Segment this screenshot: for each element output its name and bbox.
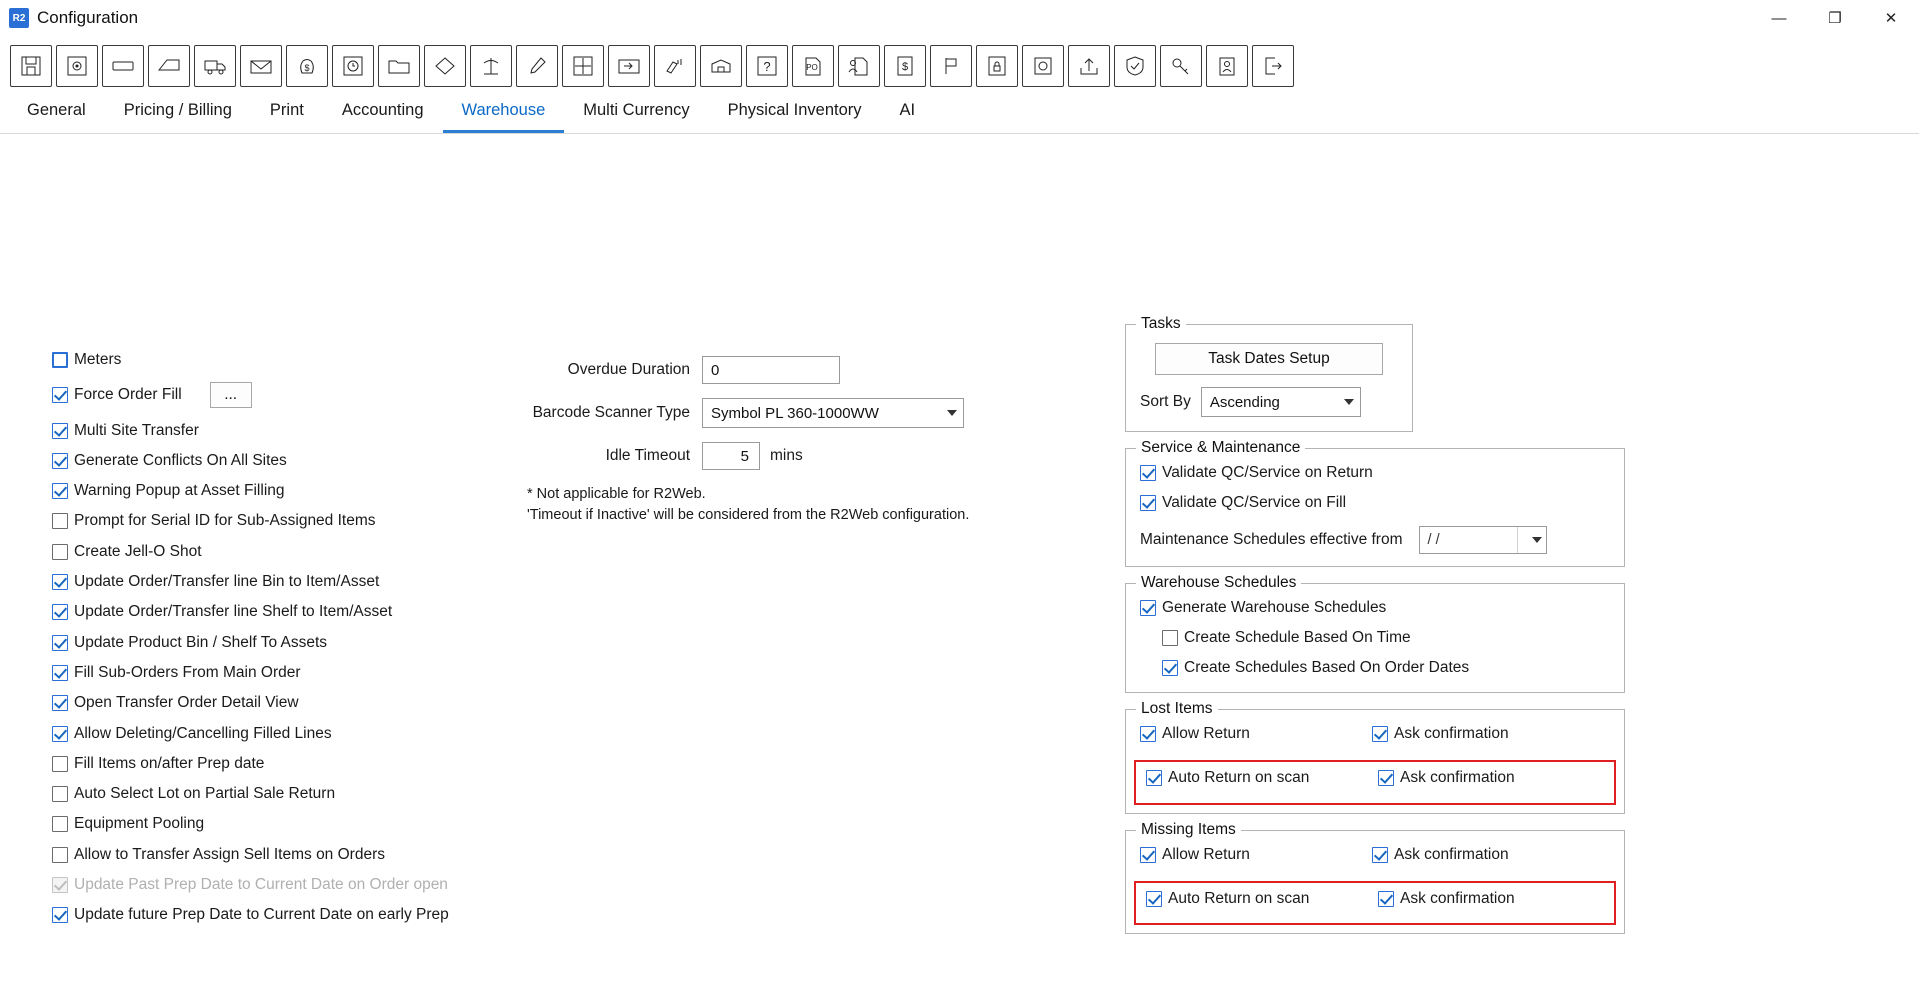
option-label: Update Order/Transfer line Shelf to Item/Asset bbox=[74, 603, 393, 621]
svg-text:$: $ bbox=[304, 63, 310, 73]
option-label: Meters bbox=[74, 351, 122, 368]
task-dates-setup-button[interactable]: Task Dates Setup bbox=[1155, 343, 1383, 375]
tab-accounting[interactable]: Accounting bbox=[341, 101, 424, 119]
option-validate-qc-fill[interactable] bbox=[1140, 495, 1610, 511]
checkbox-lost-allow-return-ask[interactable] bbox=[1372, 726, 1388, 742]
checkbox-create-schedules-based-on-order-dates[interactable] bbox=[1162, 660, 1178, 676]
purchase-order-icon[interactable] bbox=[792, 45, 834, 87]
chevron-down-icon bbox=[947, 410, 957, 416]
option-equipment-pooling[interactable] bbox=[52, 816, 482, 832]
window-title: Configuration bbox=[37, 8, 139, 27]
id-badge-icon[interactable] bbox=[1206, 45, 1248, 87]
lost-items-group bbox=[1125, 700, 1625, 814]
option-label: Validate QC/Service on Return bbox=[1162, 464, 1373, 481]
option-open-transfer-order-detail[interactable] bbox=[52, 695, 482, 711]
barcode-scanner-label: Barcode Scanner Type bbox=[532, 404, 690, 421]
lost-items-legend: Lost Items bbox=[1136, 700, 1218, 718]
idle-timeout-input[interactable]: 5 bbox=[702, 442, 760, 470]
scales-icon[interactable] bbox=[470, 45, 512, 87]
flag-icon[interactable] bbox=[930, 45, 972, 87]
idle-timeout-row bbox=[495, 442, 1095, 470]
tab-physical-inventory[interactable]: Physical Inventory bbox=[727, 101, 862, 119]
tab-general[interactable]: General bbox=[27, 101, 86, 119]
folder-icon[interactable] bbox=[378, 45, 420, 87]
checkbox-fill-sub-orders[interactable] bbox=[52, 665, 68, 681]
checkbox-open-transfer-order-detail[interactable] bbox=[52, 695, 68, 711]
checkbox-multi-site-transfer[interactable] bbox=[52, 423, 68, 439]
checkbox-auto-select-lot-partial-sale-return[interactable] bbox=[52, 786, 68, 802]
chevron-down-icon[interactable] bbox=[1532, 537, 1542, 543]
option-multi-site-transfer[interactable] bbox=[52, 423, 482, 439]
purchase-order-user-icon[interactable] bbox=[838, 45, 880, 87]
option-label: Generate Conflicts On All Sites bbox=[74, 451, 287, 469]
option-label: Multi Site Transfer bbox=[74, 421, 199, 439]
barcode-scanner-icon[interactable] bbox=[654, 45, 696, 87]
option-create-schedule-based-on-time[interactable] bbox=[1162, 630, 1610, 646]
option-update-order-line-bin[interactable] bbox=[52, 574, 482, 590]
barcode-scanner-row bbox=[495, 398, 1095, 428]
warehouse-settings-fields bbox=[495, 356, 1095, 526]
option-label: Ask confirmation bbox=[1400, 769, 1515, 787]
option-allow-delete-cancel-filled-lines[interactable] bbox=[52, 726, 482, 742]
maintenance-effective-from-date[interactable] bbox=[1419, 526, 1547, 554]
option-force-order-fill[interactable] bbox=[52, 382, 482, 408]
idle-timeout-unit: mins bbox=[770, 447, 803, 464]
option-missing-auto-return-ask-confirmation[interactable] bbox=[1378, 891, 1515, 907]
checkbox-generate-conflicts-all-sites[interactable] bbox=[52, 453, 68, 469]
save-icon[interactable] bbox=[10, 45, 52, 87]
option-label: Allow Return bbox=[1162, 845, 1250, 863]
dollar-doc-icon[interactable] bbox=[884, 45, 926, 87]
warehouse-schedules-group bbox=[1125, 573, 1625, 694]
option-label: Generate Warehouse Schedules bbox=[1162, 598, 1387, 616]
checkbox-lost-auto-return-on-scan[interactable] bbox=[1146, 770, 1162, 786]
checkbox-lost-allow-return[interactable] bbox=[1140, 726, 1156, 742]
chevron-down-icon bbox=[1344, 399, 1354, 405]
checkbox-missing-allow-return[interactable] bbox=[1140, 847, 1156, 863]
option-update-product-bin-shelf[interactable] bbox=[52, 635, 482, 651]
missing-items-auto-return-highlight bbox=[1134, 881, 1616, 925]
lost-items-allow-return-row bbox=[1140, 726, 1610, 756]
checkbox-update-order-line-shelf[interactable] bbox=[52, 604, 68, 620]
settings-gear-icon[interactable] bbox=[56, 45, 98, 87]
option-fill-items-after-prep-date[interactable] bbox=[52, 756, 482, 772]
tasks-legend: Tasks bbox=[1136, 315, 1186, 333]
money-bag-icon[interactable] bbox=[286, 45, 328, 87]
option-generate-conflicts-all-sites[interactable] bbox=[52, 453, 482, 469]
tab-print[interactable]: Print bbox=[269, 101, 304, 119]
option-meters[interactable] bbox=[52, 352, 482, 368]
option-label: Allow to Transfer Assign Sell Items on Orders bbox=[74, 845, 385, 863]
barcode-scanner-select[interactable] bbox=[702, 398, 964, 428]
missing-items-allow-return-row bbox=[1140, 847, 1610, 877]
sort-by-select[interactable] bbox=[1201, 387, 1361, 417]
option-label: Ask confirmation bbox=[1394, 725, 1509, 743]
option-lost-auto-return-ask-confirmation[interactable] bbox=[1378, 770, 1515, 786]
tab-multi-currency[interactable]: Multi Currency bbox=[583, 101, 690, 119]
service-maintenance-legend: Service & Maintenance bbox=[1136, 439, 1305, 457]
checkbox-meters[interactable] bbox=[52, 352, 68, 368]
option-missing-allow-return-ask-confirmation[interactable] bbox=[1372, 847, 1509, 863]
overdue-duration-row bbox=[495, 356, 1095, 384]
right-panel bbox=[1125, 315, 1645, 950]
restore-icon[interactable]: ❐ bbox=[1828, 10, 1842, 27]
checkbox-missing-allow-return-ask[interactable] bbox=[1372, 847, 1388, 863]
option-create-schedules-based-on-order-dates[interactable] bbox=[1162, 660, 1610, 676]
checkbox-warning-popup-asset-filling[interactable] bbox=[52, 483, 68, 499]
option-fill-sub-orders[interactable] bbox=[52, 665, 482, 681]
card-transfer-icon[interactable] bbox=[608, 45, 650, 87]
tab-warehouse[interactable]: Warehouse bbox=[443, 95, 565, 133]
option-label: Update Product Bin / Shelf To Assets bbox=[74, 633, 328, 651]
checkbox-missing-auto-return-on-scan[interactable] bbox=[1146, 891, 1162, 907]
truck-load-icon[interactable] bbox=[148, 45, 190, 87]
lock-icon[interactable] bbox=[976, 45, 1018, 87]
force-order-fill-ellipsis-button[interactable]: ... bbox=[210, 382, 252, 408]
overdue-duration-label: Overdue Duration bbox=[567, 361, 690, 378]
checkbox-validate-qc-return[interactable] bbox=[1140, 465, 1156, 481]
option-label: Prompt for Serial ID for Sub-Assigned Items bbox=[74, 512, 376, 530]
option-update-past-prep-date bbox=[52, 877, 482, 893]
option-allow-transfer-assign-sell-items[interactable] bbox=[52, 847, 482, 863]
service-maintenance-group bbox=[1125, 439, 1625, 567]
checkbox-missing-auto-return-ask[interactable] bbox=[1378, 891, 1394, 907]
sort-by-row bbox=[1140, 387, 1398, 417]
checkbox-allow-delete-cancel-filled-lines[interactable] bbox=[52, 726, 68, 742]
option-label: Open Transfer Order Detail View bbox=[74, 694, 299, 712]
option-missing-allow-return[interactable] bbox=[1140, 847, 1372, 863]
option-label: Create Schedule Based On Time bbox=[1184, 628, 1411, 646]
option-missing-auto-return-on-scan[interactable] bbox=[1146, 891, 1378, 907]
window-controls bbox=[1751, 0, 1919, 36]
option-prompt-serial-id-sub-assigned[interactable] bbox=[52, 513, 482, 529]
maintenance-effective-from-label: Maintenance Schedules effective from bbox=[1140, 530, 1403, 548]
option-label: Validate QC/Service on Fill bbox=[1162, 494, 1347, 512]
warehouse-schedules-legend: Warehouse Schedules bbox=[1136, 574, 1301, 592]
option-label: Create Jell-O Shot bbox=[74, 542, 202, 560]
option-lost-allow-return-ask-confirmation[interactable] bbox=[1372, 726, 1509, 742]
idle-timeout-label: Idle Timeout bbox=[605, 447, 690, 464]
option-label: Update future Prep Date to Current Date on early Prep bbox=[74, 906, 449, 924]
upload-icon[interactable] bbox=[1068, 45, 1110, 87]
checkbox-update-product-bin-shelf[interactable] bbox=[52, 635, 68, 651]
checkbox-update-order-line-bin[interactable] bbox=[52, 574, 68, 590]
warehouse-options-list bbox=[52, 352, 482, 938]
lost-items-auto-return-highlight bbox=[1134, 760, 1616, 804]
toolbar bbox=[0, 37, 1919, 95]
checkbox-force-order-fill[interactable] bbox=[52, 387, 68, 403]
checkbox-allow-transfer-assign-sell-items[interactable] bbox=[52, 847, 68, 863]
tasks-group bbox=[1125, 315, 1413, 432]
checkbox-equipment-pooling[interactable] bbox=[52, 816, 68, 832]
checkbox-create-jello-shot[interactable] bbox=[52, 544, 68, 560]
svg-text:$: $ bbox=[901, 61, 909, 73]
checkbox-fill-items-after-prep-date[interactable] bbox=[52, 756, 68, 772]
option-generate-warehouse-schedules[interactable] bbox=[1140, 600, 1610, 616]
option-label: Ask confirmation bbox=[1394, 845, 1509, 863]
option-lost-allow-return[interactable] bbox=[1140, 726, 1372, 742]
minimize-icon[interactable]: — bbox=[1771, 9, 1787, 27]
sort-by-label: Sort By bbox=[1140, 393, 1191, 410]
overdue-duration-input[interactable]: 0 bbox=[702, 356, 840, 384]
option-auto-select-lot-partial-sale-return[interactable] bbox=[52, 786, 482, 802]
option-label: Auto Return on scan bbox=[1168, 769, 1310, 787]
truck-icon[interactable] bbox=[194, 45, 236, 87]
maintenance-date-value: / / bbox=[1427, 531, 1440, 548]
option-label: Create Schedules Based On Order Dates bbox=[1184, 659, 1470, 677]
key-icon[interactable] bbox=[1160, 45, 1202, 87]
checkbox-create-schedule-based-on-time[interactable] bbox=[1162, 630, 1178, 646]
option-label: Auto Return on scan bbox=[1168, 890, 1310, 908]
calculator-icon[interactable] bbox=[562, 45, 604, 87]
option-label: Ask confirmation bbox=[1400, 890, 1515, 908]
option-validate-qc-return[interactable] bbox=[1140, 465, 1610, 481]
gear-circle-icon[interactable] bbox=[1022, 45, 1064, 87]
option-label: Allow Return bbox=[1162, 725, 1250, 743]
note-line-2: 'Timeout if Inactive' will be considered from the R2Web configuration. bbox=[527, 507, 970, 524]
rectangle-icon[interactable] bbox=[102, 45, 144, 87]
paint-brush-icon[interactable] bbox=[516, 45, 558, 87]
svg-text:PO: PO bbox=[806, 63, 818, 72]
checkbox-validate-qc-fill[interactable] bbox=[1140, 495, 1156, 511]
option-label: Auto Select Lot on Partial Sale Return bbox=[74, 785, 336, 803]
tab-bar bbox=[0, 95, 1919, 134]
option-update-future-prep-date[interactable] bbox=[52, 907, 482, 923]
missing-items-legend: Missing Items bbox=[1136, 821, 1241, 839]
clock-gear-icon[interactable] bbox=[332, 45, 374, 87]
help-icon[interactable] bbox=[746, 45, 788, 87]
missing-items-group bbox=[1125, 820, 1625, 935]
option-update-order-line-shelf[interactable] bbox=[52, 604, 482, 620]
warehouse-icon[interactable] bbox=[700, 45, 742, 87]
option-label: Equipment Pooling bbox=[74, 815, 205, 833]
sort-by-value: Ascending bbox=[1209, 393, 1280, 411]
checkbox-update-future-prep-date[interactable] bbox=[52, 907, 68, 923]
checkbox-lost-auto-return-ask[interactable] bbox=[1378, 770, 1394, 786]
option-label: Update Past Prep Date to Current Date on Order open bbox=[74, 876, 448, 894]
mail-icon[interactable] bbox=[240, 45, 282, 87]
tab-pricing-billing[interactable]: Pricing / Billing bbox=[123, 101, 232, 119]
checkbox-generate-warehouse-schedules[interactable] bbox=[1140, 600, 1156, 616]
checkbox-prompt-serial-id-sub-assigned[interactable] bbox=[52, 513, 68, 529]
option-label: Update Order/Transfer line Bin to Item/Asset bbox=[74, 573, 380, 591]
svg-text:?: ? bbox=[763, 59, 771, 74]
option-label: Force Order Fill bbox=[74, 386, 182, 404]
option-label: Fill Sub-Orders From Main Order bbox=[74, 663, 301, 681]
barcode-scanner-value: Symbol PL 360-1000WW bbox=[711, 404, 879, 422]
option-label: Allow Deleting/Cancelling Filled Lines bbox=[74, 724, 332, 742]
title-bar bbox=[0, 0, 1919, 37]
app-icon: R2 bbox=[9, 8, 29, 28]
exit-icon[interactable] bbox=[1252, 45, 1294, 87]
option-create-jello-shot[interactable] bbox=[52, 544, 482, 560]
tab-ai[interactable]: AI bbox=[899, 101, 916, 119]
option-label: Warning Popup at Asset Filling bbox=[74, 482, 285, 500]
close-icon[interactable]: ✕ bbox=[1884, 10, 1898, 27]
tag-icon[interactable] bbox=[424, 45, 466, 87]
note-line-1: * Not applicable for R2Web. bbox=[527, 486, 706, 502]
option-lost-auto-return-on-scan[interactable] bbox=[1146, 770, 1378, 786]
option-label: Fill Items on/after Prep date bbox=[74, 754, 265, 772]
checkbox-update-past-prep-date bbox=[52, 877, 68, 893]
option-warning-popup-asset-filling[interactable] bbox=[52, 483, 482, 499]
shield-icon[interactable] bbox=[1114, 45, 1156, 87]
